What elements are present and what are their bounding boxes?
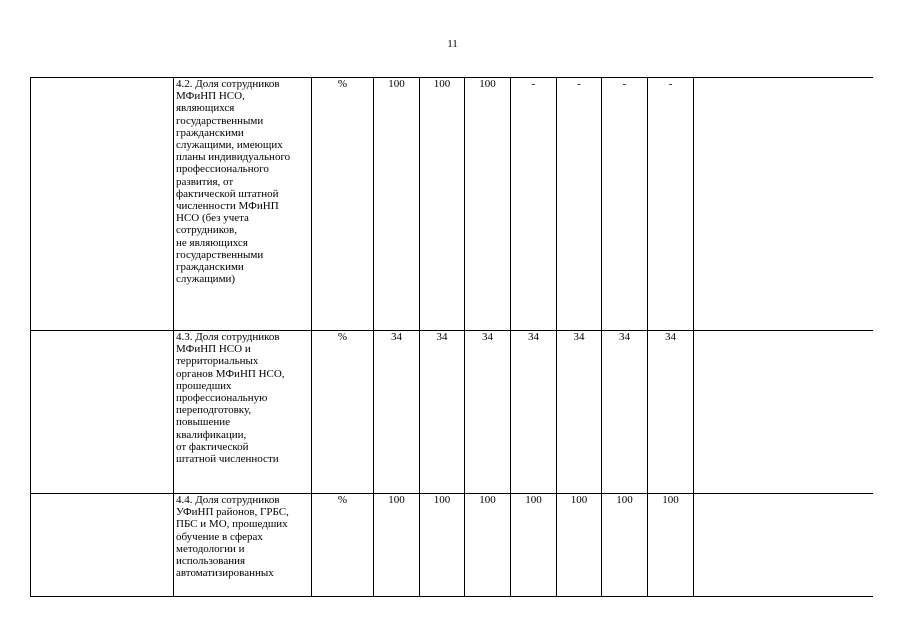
indicator-name-line: государственными bbox=[176, 248, 264, 261]
value-cell: 100 bbox=[374, 494, 420, 598]
indicator-name-line: гражданскими bbox=[176, 261, 244, 274]
indicator-name-cell bbox=[174, 331, 312, 494]
value-cell: 34 bbox=[557, 331, 602, 494]
indicator-name-line: методологии и bbox=[176, 542, 245, 555]
indicator-name-line: являющихся bbox=[176, 102, 235, 115]
indicator-name-line: органов МФиНП НСО, bbox=[176, 367, 285, 380]
value-cell: 100 bbox=[602, 494, 648, 598]
indicator-name-line: 4.2. Доля сотрудников bbox=[176, 78, 280, 90]
indicator-name-line: не являющихся bbox=[176, 236, 248, 249]
value-cell: 100 bbox=[420, 78, 465, 331]
value-cell: - bbox=[602, 78, 648, 331]
value-cell: - bbox=[511, 78, 557, 331]
indicator-name-line: штатной численности bbox=[176, 453, 279, 466]
notes-cell bbox=[694, 331, 874, 494]
value-cell: 34 bbox=[420, 331, 465, 494]
indicator-name-line: обучение в сферах bbox=[176, 530, 263, 543]
value-cell: 100 bbox=[374, 78, 420, 331]
indicator-name-line: сотрудников, bbox=[176, 224, 237, 237]
indicator-name-line: профессионального bbox=[176, 163, 269, 176]
value-cell: 34 bbox=[602, 331, 648, 494]
value-cell: 34 bbox=[648, 331, 694, 494]
value-cell: 100 bbox=[465, 494, 511, 598]
notes-cell bbox=[694, 78, 874, 331]
indicator-name-line: развития, от bbox=[176, 175, 234, 188]
indicator-name-line: государственными bbox=[176, 114, 264, 127]
indicator-name-line: МФиНП НСО и bbox=[176, 343, 251, 356]
indicator-name-line: автоматизированных bbox=[176, 567, 274, 580]
table-row bbox=[31, 78, 874, 331]
indicator-name-line: фактической штатной bbox=[176, 187, 279, 200]
indicator-name-line: территориальных bbox=[176, 355, 259, 368]
table-row bbox=[31, 331, 874, 494]
indicator-name-line: прошедших bbox=[176, 379, 232, 392]
indicator-name-line: гражданскими bbox=[176, 126, 244, 139]
indicator-name-line: НСО (без учета bbox=[176, 212, 249, 225]
indicator-name-line: 4.3. Доля сотрудников bbox=[176, 331, 280, 343]
program-cell bbox=[31, 494, 174, 598]
indicator-name-line: планы индивидуального bbox=[176, 151, 291, 164]
indicator-name-line: служащими) bbox=[176, 273, 236, 286]
value-cell: 34 bbox=[511, 331, 557, 494]
indicator-name-cell bbox=[174, 78, 312, 331]
indicator-name-line: УФиНП районов, ГРБС, bbox=[176, 506, 289, 519]
value-cell: 34 bbox=[374, 331, 420, 494]
value-cell: 100 bbox=[648, 494, 694, 598]
value-cell: 100 bbox=[557, 494, 602, 598]
value-cell: - bbox=[557, 78, 602, 331]
unit-cell: % bbox=[312, 78, 374, 331]
value-cell: - bbox=[648, 78, 694, 331]
unit-cell: % bbox=[312, 331, 374, 494]
indicator-table-wrap bbox=[30, 77, 873, 597]
table-row bbox=[31, 494, 874, 598]
value-cell: 34 bbox=[465, 331, 511, 494]
indicator-name-cell bbox=[174, 494, 312, 598]
indicator-name-line: повышение bbox=[176, 416, 230, 429]
indicator-name-line: использования bbox=[176, 555, 246, 568]
value-cell: 100 bbox=[465, 78, 511, 331]
value-cell: 100 bbox=[511, 494, 557, 598]
indicator-name-line: служащими, имеющих bbox=[176, 139, 283, 152]
indicator-name-line: профессиональную bbox=[176, 392, 268, 405]
notes-cell bbox=[694, 494, 874, 598]
indicator-name-line: переподготовку, bbox=[176, 404, 252, 417]
indicator-name-line: численности МФиНП bbox=[176, 200, 279, 213]
indicator-name-line: от фактической bbox=[176, 440, 249, 453]
program-cell bbox=[31, 78, 174, 331]
unit-cell: % bbox=[312, 494, 374, 598]
indicator-name-line: МФиНП НСО, bbox=[176, 90, 245, 103]
indicator-name-line: 4.4. Доля сотрудников bbox=[176, 494, 280, 506]
indicator-table bbox=[30, 77, 873, 597]
value-cell: 100 bbox=[420, 494, 465, 598]
page-number: 11 bbox=[447, 38, 458, 50]
program-cell bbox=[31, 331, 174, 494]
table-body bbox=[31, 78, 874, 598]
indicator-name-line: ПБС и МО, прошедших bbox=[176, 518, 288, 531]
indicator-name-line: квалификации, bbox=[176, 428, 247, 441]
